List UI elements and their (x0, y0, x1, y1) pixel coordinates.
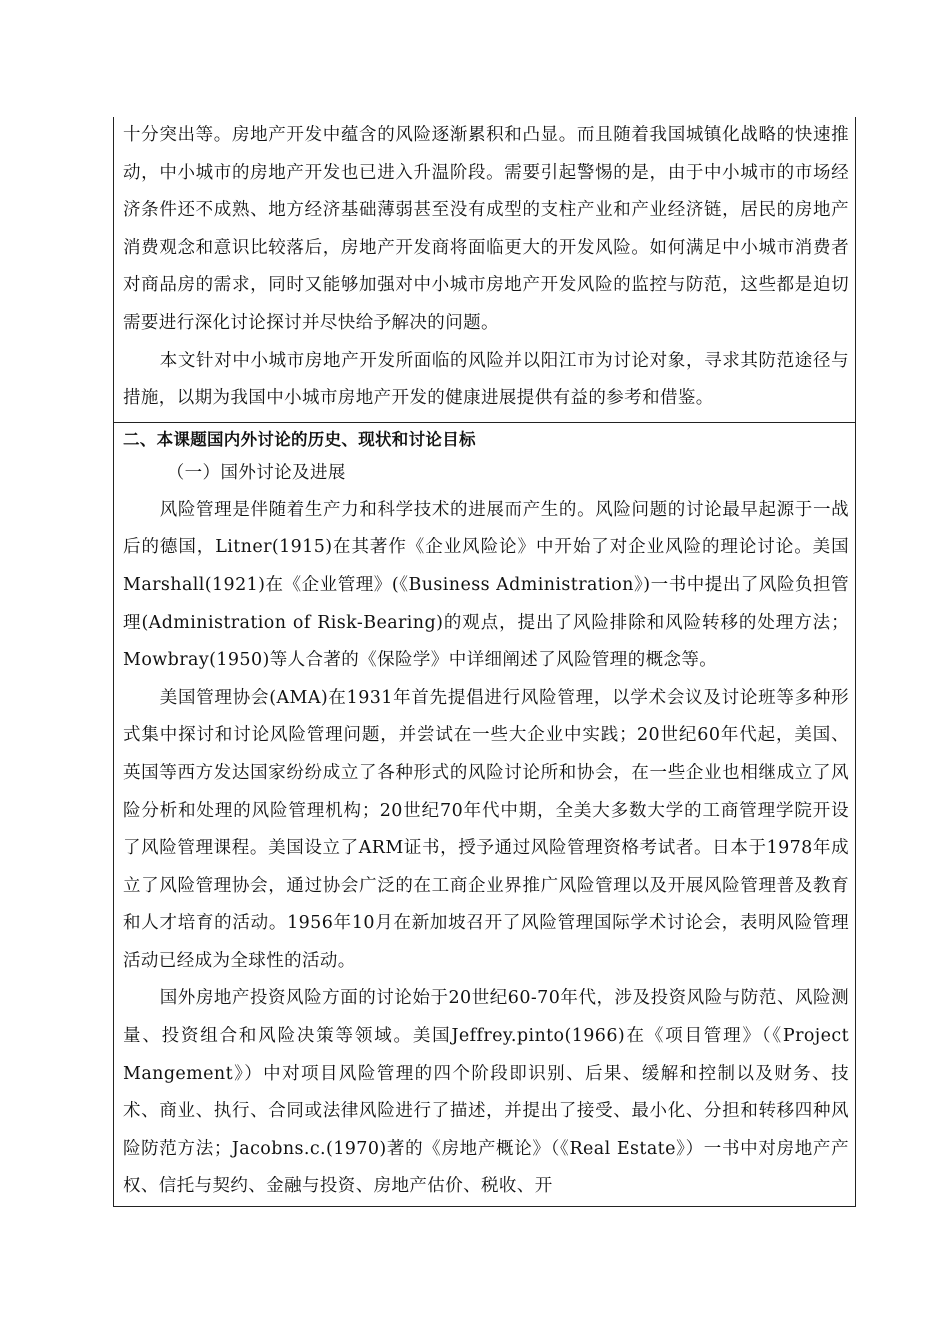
body-paragraph: 风险管理是伴随着生产力和科学技术的进展而产生的。风险问题的讨论最早起源于一战后的德国，Litner(1915)在其著作《企业风险论》中开始了对企业风险的理论讨论。美国Marshall(1921)在《企业管理》(《Business Administration》)一书中提出了风险负担管理(Administration of Risk-Bearing)的观点，提出了风险排除和风险转移的处理方法；Mowbray(1950)等人合著的《保险学》中详细阐述了风险管理的概念等。 (123, 499, 849, 671)
section-one-cell (114, 117, 855, 423)
body-paragraph: 本文针对中小城市房地产开发所面临的风险并以阳江市为讨论对象，寻求其防范途径与措施，以期为我国中小城市房地产开发的健康进展提供有益的参考和借鉴。 (123, 350, 849, 409)
document-table (113, 117, 856, 1207)
section-heading: 二、本课题国内外讨论的历史、现状和讨论目标 (123, 429, 476, 449)
body-paragraph: 美国管理协会(AMA)在1931年首先提倡进行风险管理，以学术会议及讨论班等多种形式集中探讨和讨论风险管理问题，并尝试在一些大企业中实践；20世纪60年代起，美国、英国等西方发达国家纷纷成立了各种形式的风险讨论所和协会，在一些企业也相继成立了风险分析和处理的风险管理机构；20世纪70年代中期，全美大多数大学的工商管理学院开设了风险管理课程。美国设立了ARM证书，授予通过风险管理资格考试者。日本于1978年成立了风险管理协会，通过协会广泛的在工商企业界推广风险管理以及开展风险管理普及教育和人才培育的活动。1956年10月在新加坡召开了风险管理国际学术讨论会，表明风险管理活动已经成为全球性的活动。 (123, 687, 849, 971)
body-paragraph: 国外房地产投资风险方面的讨论始于20世纪60-70年代，涉及投资风险与防范、风险测量、投资组合和风险决策等领域。美国Jeffrey.pinto(1966)在《项目管理》（《Project Mangement》）中对项目风险管理的四个阶段即识别、后果、缓解和控制以及财务、技术、商业、执行、合同或法律风险进行了描述，并提出了接受、最小化、分担和转移四种风险防范方法；Jacobns.c.(1970)著的《房地产概论》（《Real Estate》）一书中对房地产产权、信托与契约、金融与投资、房地产估价、税收、开 (123, 988, 849, 1197)
subsection-heading: （一）国外讨论及进展 (166, 462, 346, 483)
section-two-cell (114, 423, 855, 1206)
body-paragraph: 十分突出等。房地产开发中蕴含的风险逐渐累积和凸显。而且随着我国城镇化战略的快速推动，中小城市的房地产开发也已进入升温阶段。需要引起警惕的是，由于中小城市的市场经济条件还不成熟、地方经济基础薄弱甚至没有成型的支柱产业和产业经济链，居民的房地产消费观念和意识比较落后，房地产开发商将面临更大的开发风险。如何满足中小城市消费者对商品房的需求，同时又能够加强对中小城市房地产开发风险的监控与防范，这些都是迫切需要进行深化讨论探讨并尽快给予解决的问题。 (123, 125, 849, 333)
